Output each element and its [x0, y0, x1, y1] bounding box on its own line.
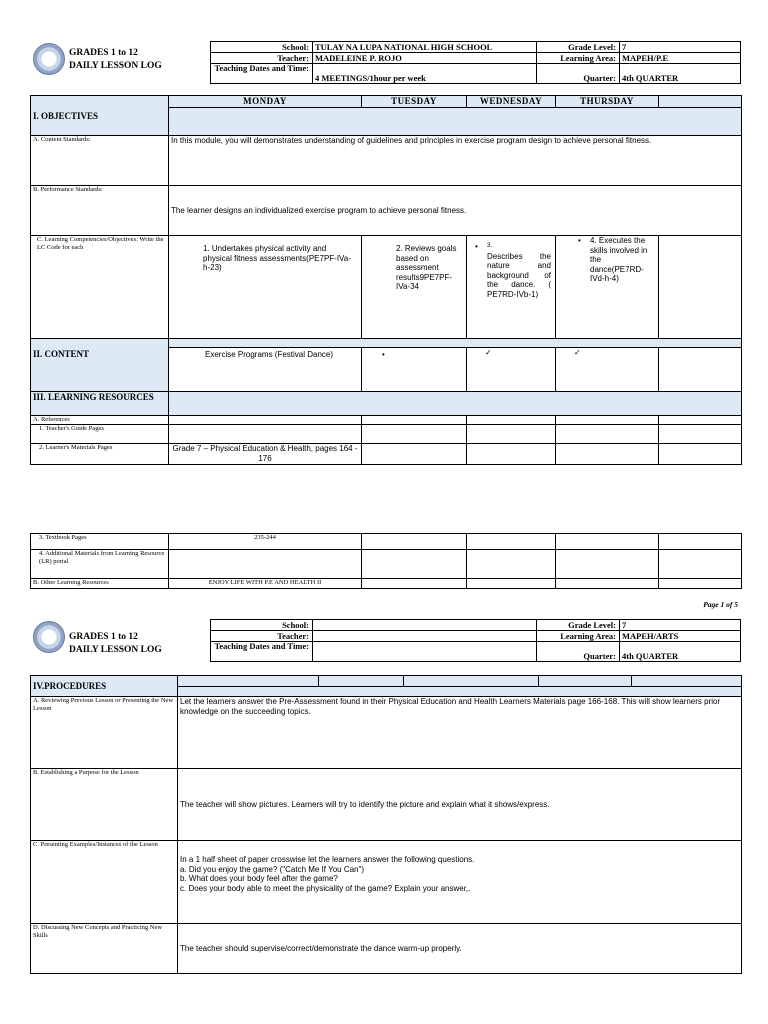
wednesday-text: Describes the nature and background of the dance. ( PE7RD-IVb-1) [487, 251, 551, 299]
teachers-guide-label: 1. Teacher's Guide Pages [31, 425, 169, 444]
objectives-shade-row [169, 108, 742, 136]
log-title: DAILY LESSON LOG [69, 61, 162, 71]
performance-standards-text: The learner designs an individualized exercise program to achieve personal fitness. [169, 186, 742, 236]
grade-value-2: 7 [620, 620, 741, 631]
textbook-label: 3. Textbook Pages [31, 534, 169, 550]
thursday-bullet: • [578, 236, 581, 245]
content-wednesday: ✓ [467, 348, 556, 392]
area-value: MAPEH/P.E [620, 53, 741, 64]
quarter-value: 4th QUARTER [620, 64, 741, 84]
grade-label-2: Grade Level: [537, 620, 620, 631]
deped-seal-logo [33, 43, 65, 75]
objectives-table [30, 95, 742, 465]
other-resources-monday: ENJOY LIFE WITH P.E AND HEALTH II [169, 579, 362, 589]
quarter-label: Quarter: [537, 64, 620, 84]
learners-materials-label: 2. Learner's Materials Pages [31, 444, 169, 465]
day-blank [659, 96, 742, 108]
procedures-shade-row [178, 687, 742, 697]
learners-materials-monday: Grade 7 – Physical Education & Health, pages 164 - 176 [169, 444, 362, 465]
resources-heading: III. LEARNING RESOURCES [31, 392, 169, 416]
deped-seal-logo-2 [33, 621, 65, 653]
page-number: Page 1 of 5 [703, 600, 738, 609]
procedures-table [30, 675, 742, 974]
dates-value: 4 MEETINGS/1hour per week [313, 64, 537, 84]
resources-continued-table [30, 533, 742, 589]
day-wednesday: WEDNESDAY [467, 96, 556, 108]
content-shade-row [169, 339, 742, 348]
dates-label-2: Teaching Dates and Time: [211, 642, 313, 662]
procedure-c-line-4: c. Does your body able to meet the physicality of the game? Explain your answer,. [180, 883, 471, 893]
school-value-2 [313, 620, 537, 631]
other-resources-label: B. Other Learning Resources [31, 579, 169, 589]
objectives-heading: I. OBJECTIVES [31, 96, 169, 136]
competency-monday: 1. Undertakes physical activity and physical fitness assessments(PE7PF-IVa-h-23) [169, 236, 362, 339]
resources-shade-row [169, 392, 742, 416]
day-monday: MONDAY [169, 96, 362, 108]
area-value-2: MAPEH/ARTS [620, 631, 741, 642]
grade-label: Grade Level: [537, 42, 620, 53]
references-label: A. References [31, 416, 169, 425]
teacher-value-2 [313, 631, 537, 642]
procedure-c-line-3: b. What does your body feel after the game? [180, 874, 338, 883]
wednesday-number: 3. [487, 243, 493, 249]
log-title-2: DAILY LESSON LOG [69, 645, 162, 655]
grades-title: GRADES 1 to 12 [69, 48, 138, 58]
dates-label: Teaching Dates and Time: [211, 64, 313, 84]
competency-blank [659, 236, 742, 339]
teacher-label-2: Teacher: [211, 631, 313, 642]
textbook-monday: 235-244 [169, 534, 362, 550]
procedure-d-text: The teacher should supervise/correct/demonstrate the dance warm-up properly. [178, 924, 742, 974]
header-info-table-2 [210, 619, 741, 662]
content-thursday: ✓ [556, 348, 659, 392]
competency-wednesday [467, 236, 556, 339]
school-label-2: School: [211, 620, 313, 631]
grade-value: 7 [620, 42, 741, 53]
procedures-heading: IV.PROCEDURES [31, 676, 178, 697]
content-tuesday: • [362, 348, 467, 392]
additional-materials-label: 4. Additional Materials from Learning Resource (LR) portal [31, 550, 169, 579]
content-standards-label: A. Content Standards: [31, 136, 169, 186]
day-tuesday: TUESDAY [362, 96, 467, 108]
competency-tuesday: 2. Reviews goals based on assessment results9PE7PF-IVa-34 [362, 236, 467, 339]
teacher-value: MADELEINE P. ROJO [313, 53, 537, 64]
competency-thursday [556, 236, 659, 339]
procedure-d-label: D. Discussing New Concepts and Practicing New Skills [31, 924, 178, 974]
procedure-b-label: B. Establishing a Purpose for the Lesson [31, 769, 178, 841]
procedure-a-label: A. Reviewing Previous Lesson or Presenting the New Lesson [31, 697, 178, 769]
procedure-c-text [178, 841, 742, 924]
school-value: TULAY NA LUPA NATIONAL HIGH SCHOOL [313, 42, 537, 53]
header-info-table [210, 41, 741, 84]
school-label: School: [211, 42, 313, 53]
procedure-a-text: Let the learners answer the Pre-Assessment found in their Physical Education and Health Learners Materials page 166-168. This will show learners prior knowledge on the succeeding topics. [178, 697, 742, 769]
competencies-label: C. Learning Competencies/Objectives: Write the LC Code for each [31, 236, 169, 339]
day-thursday: THURSDAY [556, 96, 659, 108]
procedure-c-label: C. Presenting Examples/Instances of the Lesson [31, 841, 178, 924]
content-monday: Exercise Programs (Festival Dance) [169, 348, 362, 392]
procedure-c-line-2: a. Did you enjoy the game? ("Catch Me If You Can") [180, 864, 365, 874]
quarter-label-2: Quarter: [537, 642, 620, 662]
content-blank [659, 348, 742, 392]
thursday-text: 4. Executes the skills involved in the dance(PE7RD-IVd-h-4) [590, 236, 648, 283]
grades-title-2: GRADES 1 to 12 [69, 632, 138, 642]
teacher-label: Teacher: [211, 53, 313, 64]
content-standards-text: In this module, you will demonstrates understanding of guidelines and principles in exercise program design to achieve personal fitness. [169, 136, 742, 186]
quarter-value-2: 4th QUARTER [620, 642, 741, 662]
procedure-b-text: The teacher will show pictures. Learners will try to identify the picture and explain what it shows/express. [178, 769, 742, 841]
area-label: Learning Area: [537, 53, 620, 64]
performance-standards-label: B. Performance Standards: [31, 186, 169, 236]
area-label-2: Learning Area: [537, 631, 620, 642]
wednesday-bullet: • [475, 242, 478, 251]
dates-value-2 [313, 642, 537, 662]
procedure-c-line-1: In a 1 half sheet of paper crosswise let the learners answer the following questions. [180, 855, 475, 864]
content-heading: II. CONTENT [31, 339, 169, 392]
